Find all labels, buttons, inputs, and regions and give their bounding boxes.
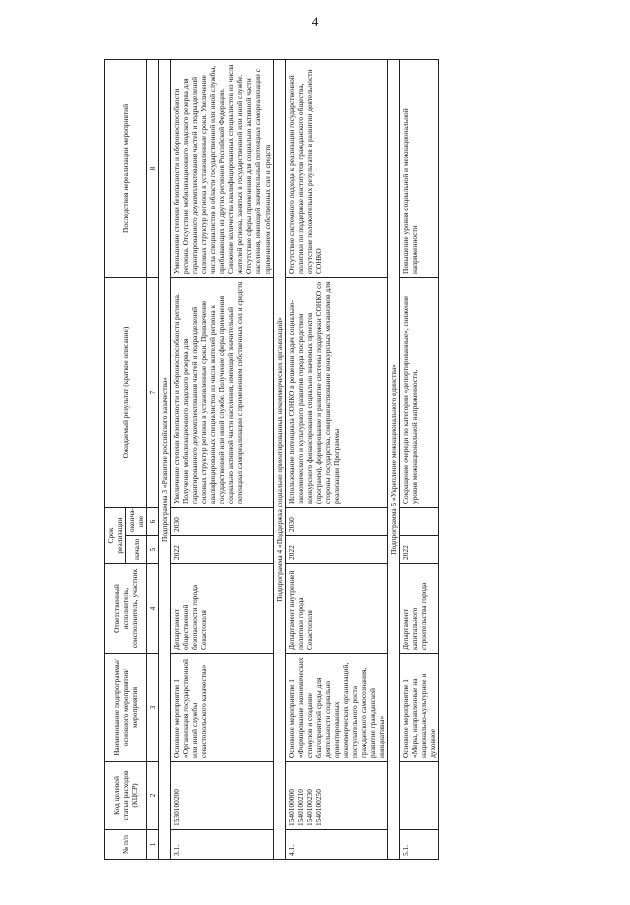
cell-consequences: Повышение уровня социальной и межнациональной напряженности	[399, 59, 438, 277]
section-row	[273, 59, 285, 859]
header-start: начало	[126, 536, 147, 564]
header-code: Код целевой статьи расходов (КЦСР)	[105, 762, 147, 830]
cell-start: 2022	[399, 536, 438, 564]
section-row	[159, 59, 171, 859]
header-period: Срок реализации	[105, 507, 126, 563]
index-cell: 2	[147, 762, 159, 830]
header-consequences: Последствия нереализации мероприятий	[105, 59, 147, 277]
cell-result: Сокращение очереди по категории «депортированные», снижение уровня межнациональной напряженности,	[399, 277, 438, 507]
index-row	[147, 59, 159, 859]
cell-end: 2030	[171, 507, 273, 535]
cell-num: 5.1.	[399, 830, 438, 860]
index-cell: 5	[147, 536, 159, 564]
cell-consequences: Отсутствие системного подхода к реализации государственной политики по поддержке институтов гражданского общества, отсутствие положительных результатов в развитии деятельности СОНКО	[285, 59, 387, 277]
table-row	[399, 59, 438, 859]
cell-executor: Департамент общественной безопасности города Севастополя	[171, 564, 273, 654]
cell-result: Использование потенциала СОНКО в решении задач социально-экономического и культурного развития города посредством конкурсного финансирования социально значимых проектов (программ), формирование и развитие системы поддержки СОНКО со стороны государства, совершенствование конкурсных механизмов для реализации Программы	[285, 277, 387, 507]
cell-end: 2030	[285, 507, 387, 535]
header-result: Ожидаемый результат (краткое описание)	[105, 277, 147, 507]
section-title: Подпрограмма 5 «Укрепление межнационального единства»	[387, 59, 399, 859]
header-name: Наименование подпрограммы/ основного мероприятия/ мероприятия	[105, 654, 147, 762]
section-title: Подпрограмма 4 «Поддержка социально ориентированных некоммерческих организаций»	[273, 59, 285, 859]
cell-executor: Департамент капитального строительства города	[399, 564, 438, 654]
cell-code	[399, 762, 438, 830]
cell-consequences: Уменьшение степени безопасности и обороноспособности региона. Отсутствие мобилизационного людского резерва для гарантированного доукомплектования частей и подразделений силовых структур региона в установленные сроки. Увеличение числа специалистов в области государственной или иной службы, прибывающих из других регионов Российской Федерации. Снижение количества квалифицированных специалистов из числа жителей региона, занятых в государственной или иной службе. Отсутствие сферы применения для социально активной части населения, имеющей значительный потенциал самореализации с применением собственных сил и средств	[171, 59, 273, 277]
index-cell: 4	[147, 564, 159, 654]
cell-name: Основное мероприятие 1 «Организация государственной или иной службы севастопольского казачества»	[171, 654, 273, 762]
cell-num: 4.1.	[285, 830, 387, 860]
header-num: № п/п	[105, 830, 147, 860]
page-number: 4	[311, 14, 319, 29]
cell-name: Основное мероприятие 1 «Меры, направленные на национально-культурное и духовное	[399, 654, 438, 762]
index-cell: 8	[147, 59, 159, 277]
section-title: Подпрограмма 3 «Развитие российского казачества»	[159, 59, 171, 859]
header-row	[105, 59, 126, 859]
cell-executor: Департамент внутренней политики города Севастополя	[285, 564, 387, 654]
program-table	[104, 59, 439, 860]
cell-code: 1540100000 1540100210 1540100230 1540100250	[285, 762, 387, 830]
section-row	[387, 59, 399, 859]
cell-num: 3.1.	[171, 830, 273, 860]
cell-end	[399, 507, 438, 535]
table-row	[285, 59, 387, 859]
cell-start: 2022	[285, 536, 387, 564]
index-cell: 7	[147, 277, 159, 507]
index-cell: 3	[147, 654, 159, 762]
cell-result: Увеличение степени безопасности и обороноспособности региона. Получение мобилизационного людского резерва для гарантированного доукомплектования частей и подразделений силовых структур региона в установленные сроки. Привлечение квалифицированных специалистов из числа жителей региона к государственной или иной службе. Получение сферы применения социально активной части населения, имеющей значительный потенциал самореализации с применением собственных сил и средств	[171, 277, 273, 507]
cell-name: Основное мероприятие 1 «Формирование экономических стимулов и создание благоприятной среды для деятельности социально ориентированных некоммерческих организаций, поступательного роста гражданского самосознания, развитие гражданской инициативы»	[285, 654, 387, 762]
cell-start: 2022	[171, 536, 273, 564]
header-executor: Ответственный исполнитель, соисполнитель, участник	[105, 564, 147, 654]
cell-code: 1530100200	[171, 762, 273, 830]
index-cell: 6	[147, 507, 159, 535]
index-cell: 1	[147, 830, 159, 860]
header-end: оконча-ние	[126, 507, 147, 535]
table-row	[171, 59, 273, 859]
table-wrapper	[104, 60, 604, 860]
